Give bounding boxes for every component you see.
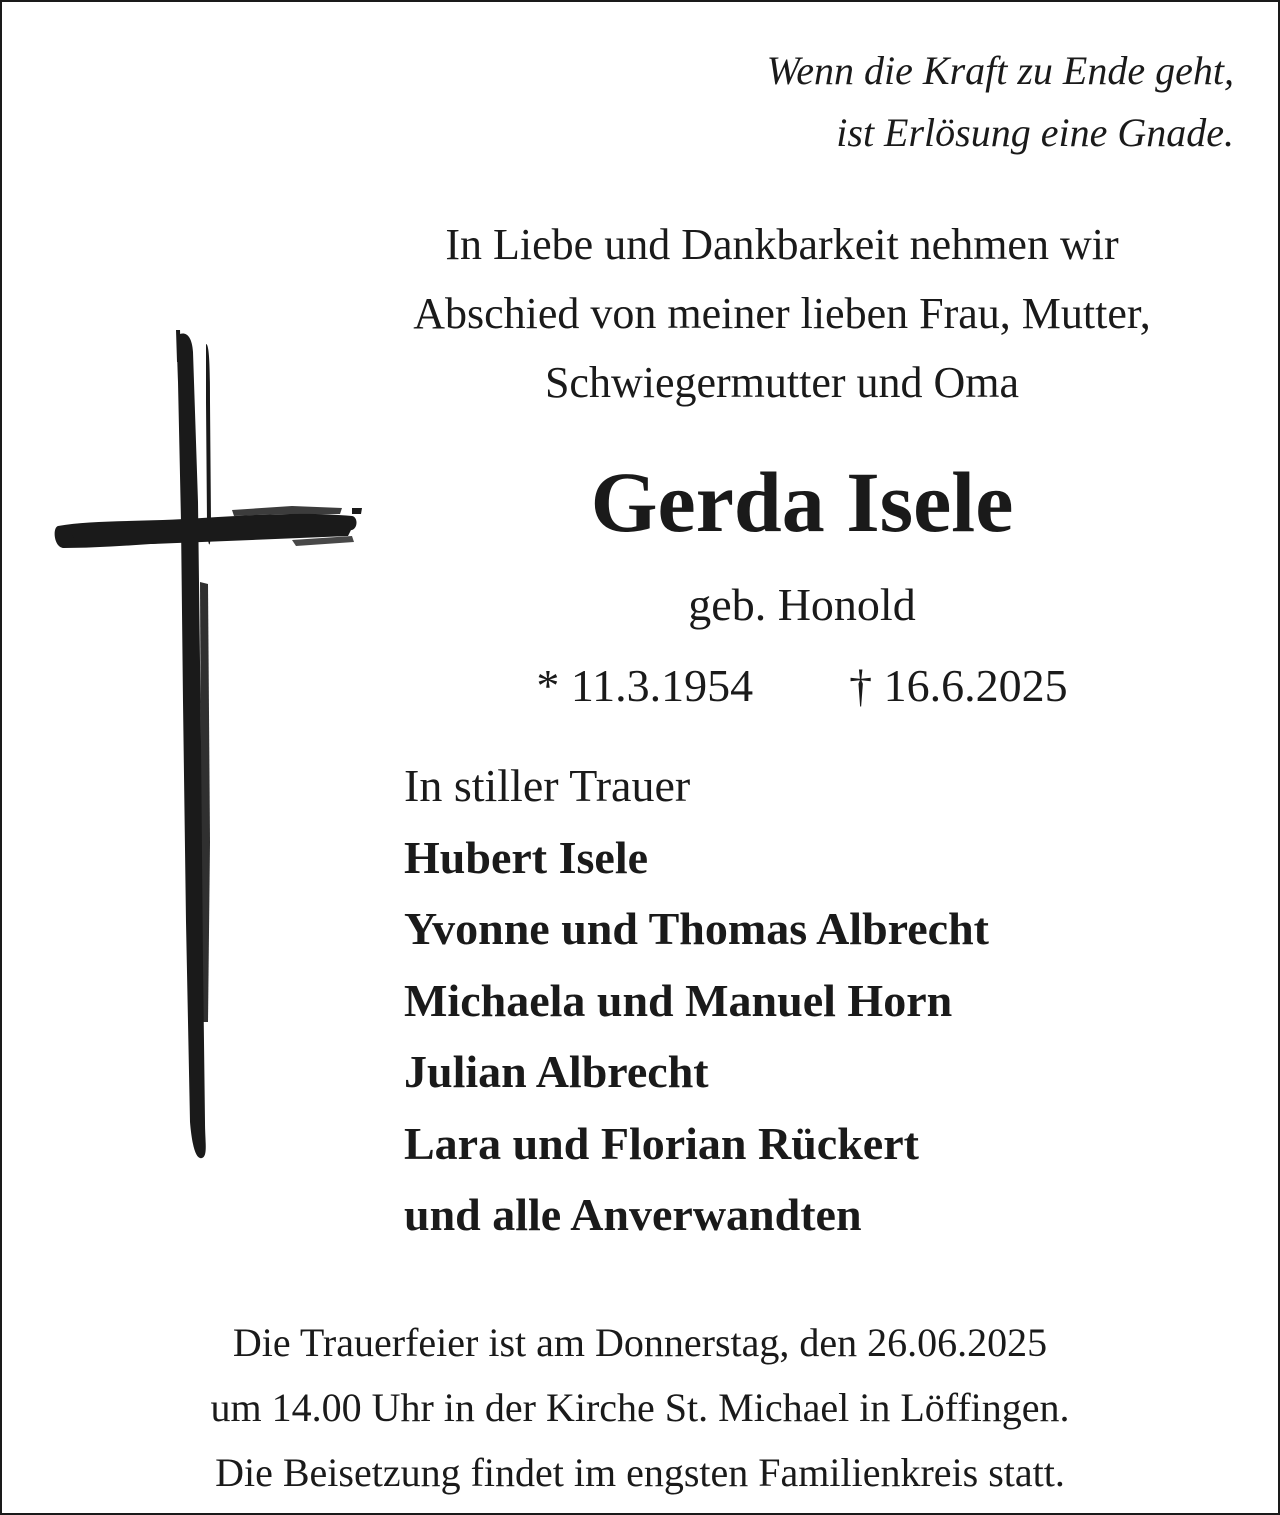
intro-line-1: In Liebe und Dankbarkeit nehmen wir — [445, 220, 1119, 269]
deceased-name: Gerda Isele — [590, 454, 1014, 550]
mourner-name: Julian Albrecht — [404, 1046, 709, 1097]
birth-name: geb. Honold — [688, 579, 916, 630]
service-line-2: um 14.00 Uhr in der Kirche St. Michael in Löffingen. — [210, 1385, 1070, 1430]
mourner-name: Lara und Florian Rückert — [404, 1117, 919, 1169]
quote — [767, 40, 1234, 164]
mourner-name: Michaela und Manuel Horn — [404, 974, 953, 1026]
intro-text — [302, 210, 1262, 417]
mourners-label: In stiller Trauer — [404, 760, 691, 811]
mourners-list — [404, 750, 989, 1251]
life-dates — [302, 654, 1280, 718]
service-line-3: Die Beisetzung findet im engsten Familienkreis statt. — [215, 1450, 1065, 1495]
quote-line-1: Wenn die Kraft zu Ende geht, — [766, 48, 1234, 93]
intro-line-2: Abschied von meiner lieben Frau, Mutter, — [413, 289, 1151, 338]
service-info — [2, 1310, 1278, 1505]
intro-line-3: Schwiegermutter und Oma — [544, 358, 1020, 407]
mourner-name: Yvonne und Thomas Albrecht — [404, 903, 989, 954]
quote-line-2: ist Erlösung eine Gnade. — [836, 110, 1234, 155]
mourner-name: und alle Anverwandten — [404, 1189, 862, 1240]
mourner-name: Hubert Isele — [404, 831, 649, 883]
service-line-1: Die Trauerfeier ist am Donnerstag, den 26.06.2025 — [232, 1320, 1048, 1365]
birth-date: * 11.3.1954 — [536, 660, 754, 711]
death-date: † 16.6.2025 — [849, 660, 1068, 711]
